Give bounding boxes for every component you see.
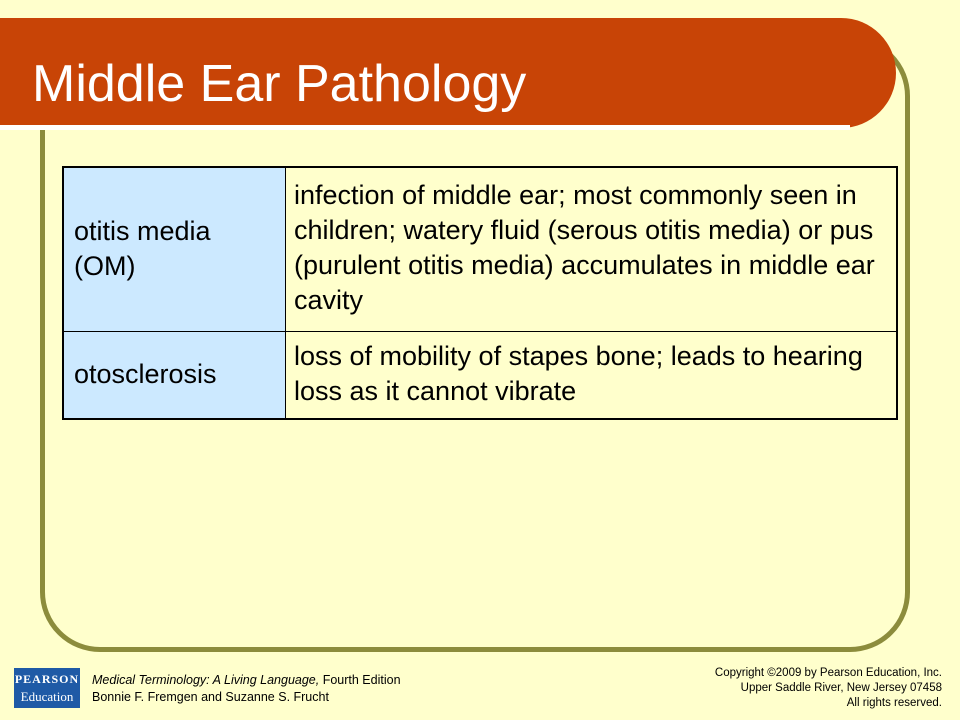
logo-top-text: PEARSON [14,672,80,686]
book-authors: Bonnie F. Fremgen and Suzanne S. Frucht [92,690,329,704]
slide-title: Middle Ear Pathology [32,55,527,113]
book-title: Medical Terminology: A Living Language, [92,673,320,687]
table-row [63,331,897,419]
pathology-table [62,166,898,420]
book-edition: Fourth Edition [319,673,401,687]
book-citation [92,672,401,706]
copyright-line: All rights reserved. [846,697,942,709]
copyright-line: Upper Saddle River, New Jersey 07458 [740,682,942,694]
copyright-notice [715,666,942,711]
term-cell: otosclerosis [63,331,286,419]
copyright-line: Copyright ©2009 by Pearson Education, Inc. [714,667,942,679]
title-underline [0,125,850,130]
table-row [63,167,897,331]
title-bar [0,18,896,128]
logo-bottom-text: Education [20,689,74,704]
pearson-logo [14,668,80,708]
term-cell: otitis media (OM) [63,167,286,331]
definition-cell: infection of middle ear; most commonly seen in children; watery fluid (serous otitis media) or pus (purulent otitis media) accumulates in middle ear cavity [286,167,898,331]
definition-cell: loss of mobility of stapes bone; leads to hearing loss as it cannot vibrate [286,331,898,419]
